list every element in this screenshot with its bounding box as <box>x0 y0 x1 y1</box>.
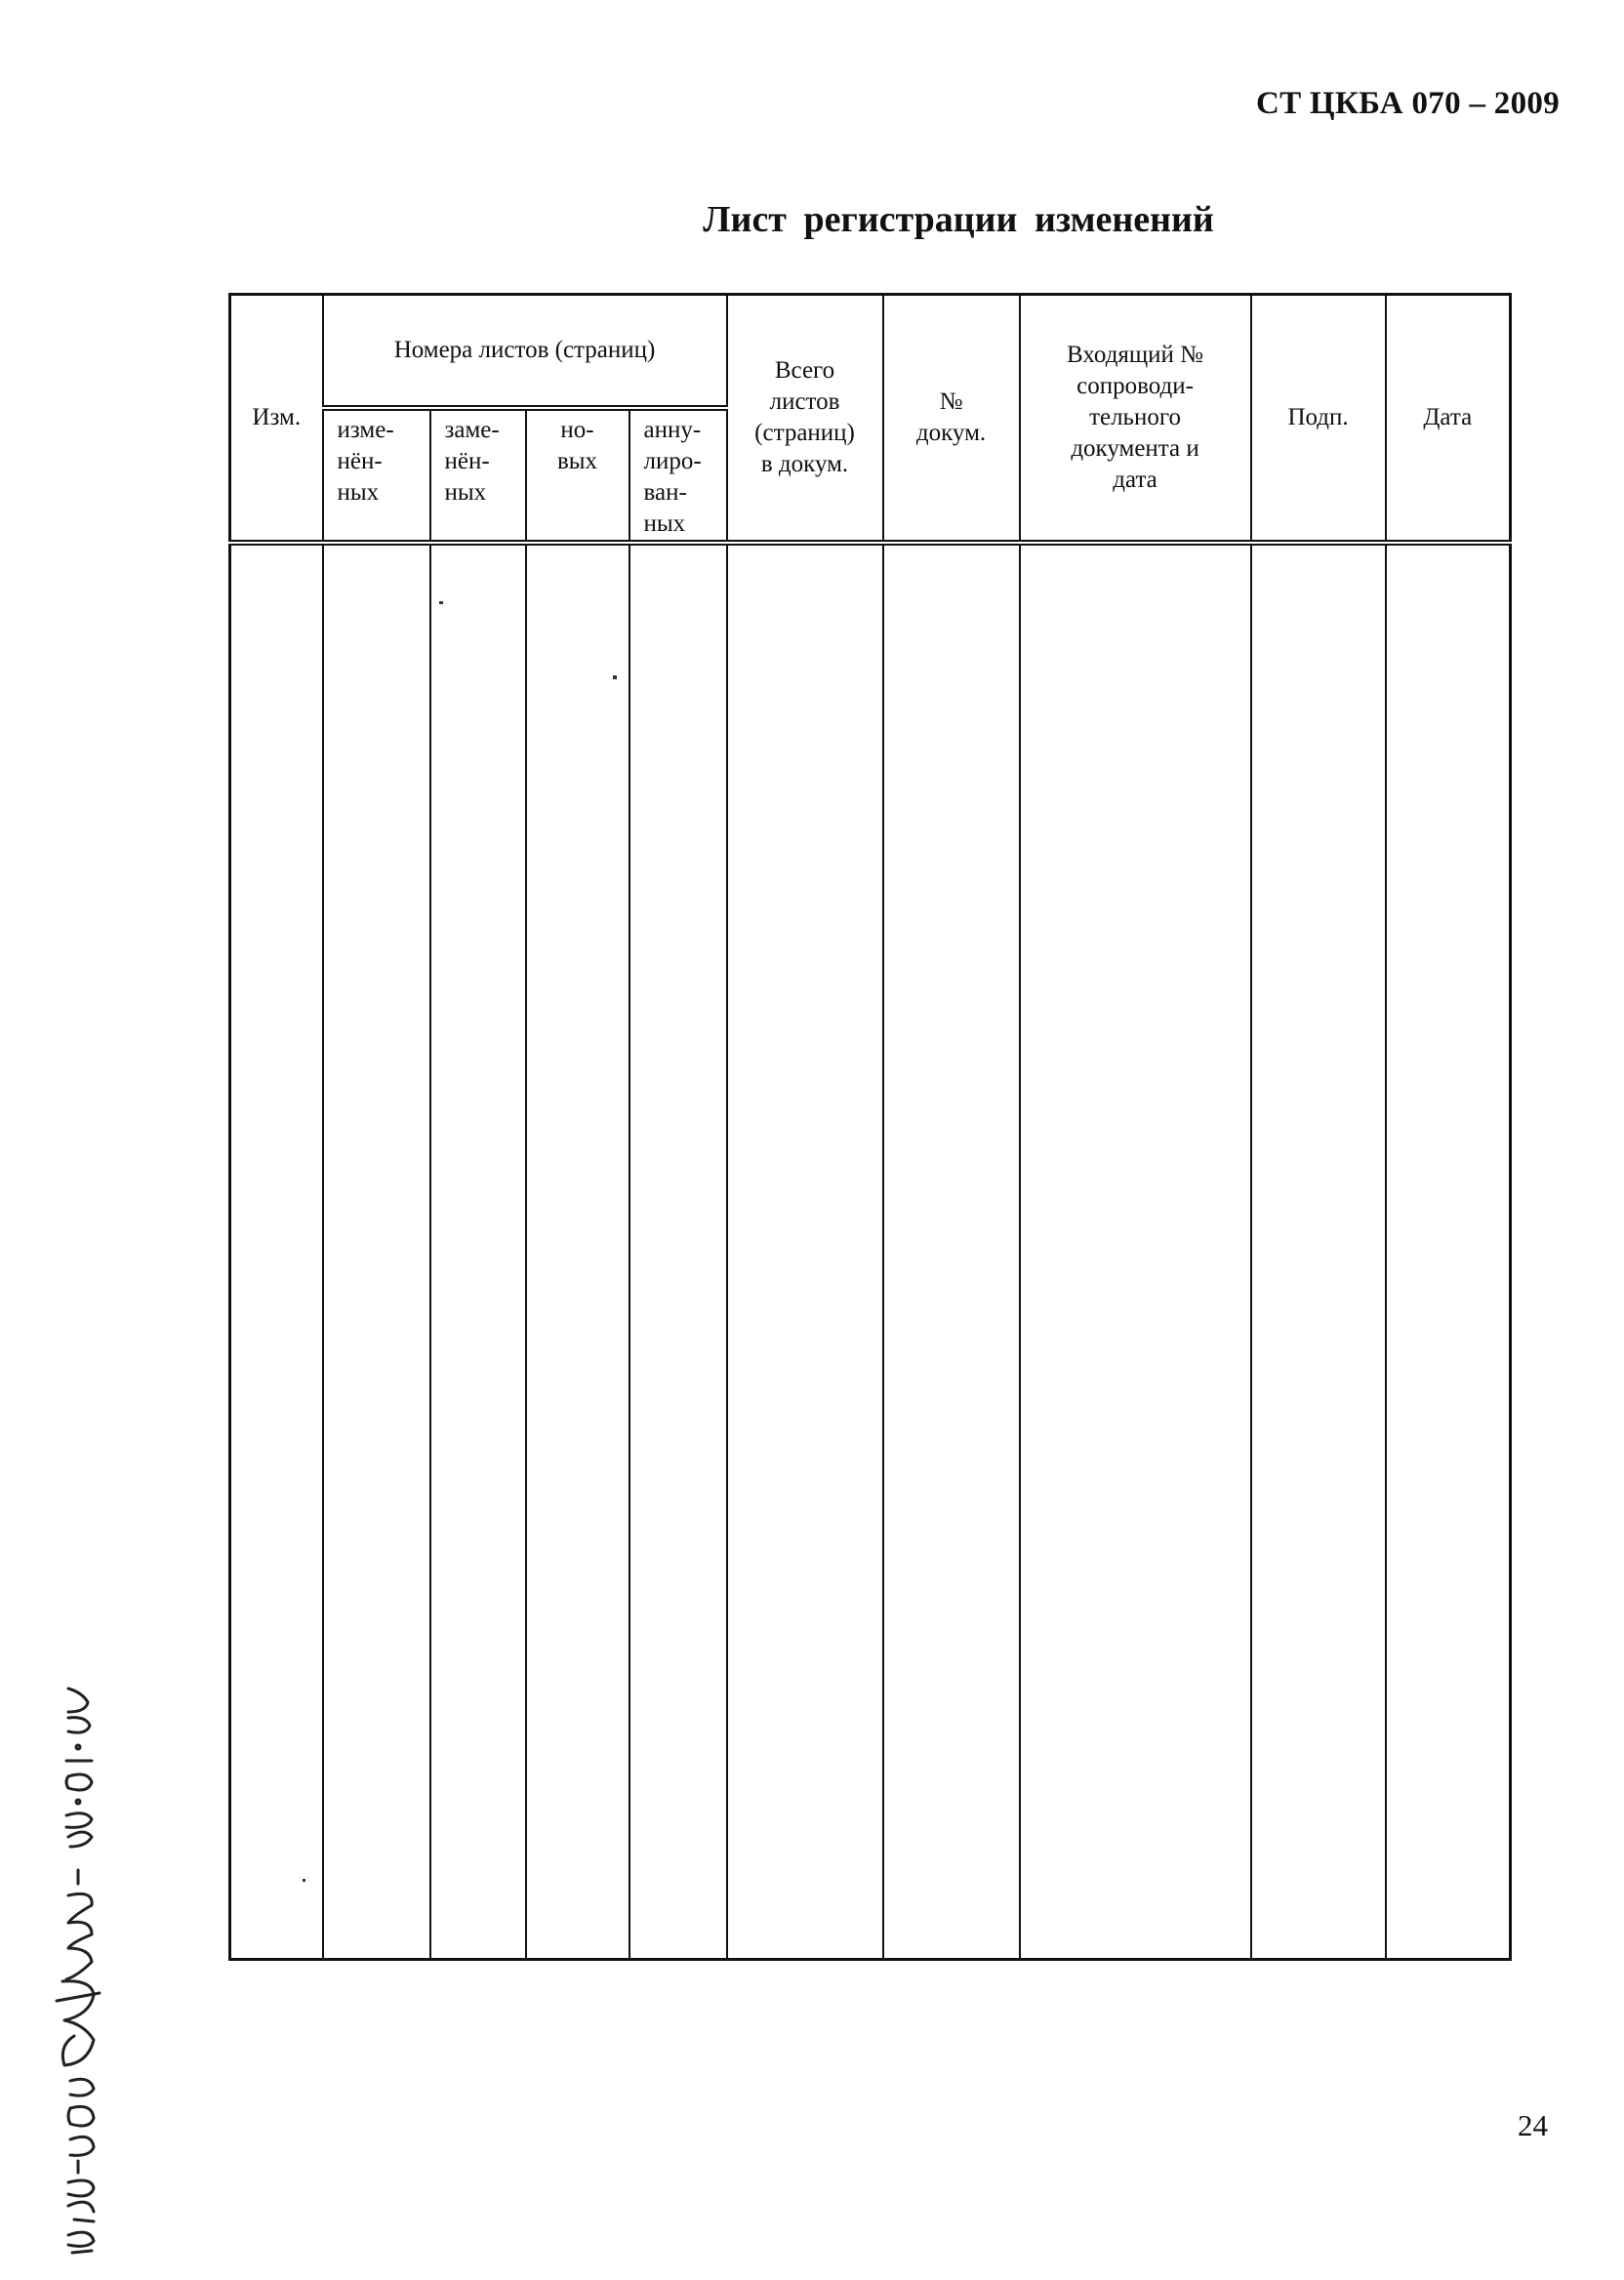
table-cell <box>629 543 727 1960</box>
handwritten-signature-icon <box>39 1679 127 2264</box>
header-incoming-doc: Входящий № сопроводи- тельного документа и дата <box>1020 295 1251 544</box>
table-cell <box>526 543 629 1960</box>
table-cell <box>323 543 430 1960</box>
subheader-changed: изме- нён- ных <box>323 408 430 543</box>
header-sheet-numbers: Номера листов (страниц) <box>323 295 727 409</box>
scan-speck <box>303 1879 305 1882</box>
header-doc-number: № докум. <box>883 295 1020 544</box>
handwritten-registration-stamp <box>39 1679 127 2264</box>
subheader-annulled: анну- лиро- ван- ных <box>629 408 727 543</box>
scan-speck <box>439 601 443 604</box>
scan-speck <box>613 675 617 679</box>
document-code: СТ ЦКБА 070 – 2009 <box>1255 86 1560 121</box>
page-number: 24 <box>1518 2108 1548 2142</box>
table-cell <box>727 543 883 1960</box>
header-izm: Изм. <box>230 295 323 544</box>
table-cell <box>430 543 526 1960</box>
subheader-replaced: заме- нён- ных <box>430 408 526 543</box>
header-total-sheets: Всего листов (страниц) в докум. <box>727 295 883 544</box>
change-registration-table <box>228 293 1512 1961</box>
table-cell <box>1020 543 1251 1960</box>
header-date: Дата <box>1386 295 1511 544</box>
table-cell <box>230 543 323 1960</box>
table-cell <box>1386 543 1511 1960</box>
table-cell <box>883 543 1020 1960</box>
header-signature: Подп. <box>1251 295 1386 544</box>
table-cell <box>1251 543 1386 1960</box>
subheader-new: но- вых <box>526 408 629 543</box>
table-row <box>230 543 1511 1960</box>
page-title: Лист регистрации изменений <box>703 199 1214 240</box>
